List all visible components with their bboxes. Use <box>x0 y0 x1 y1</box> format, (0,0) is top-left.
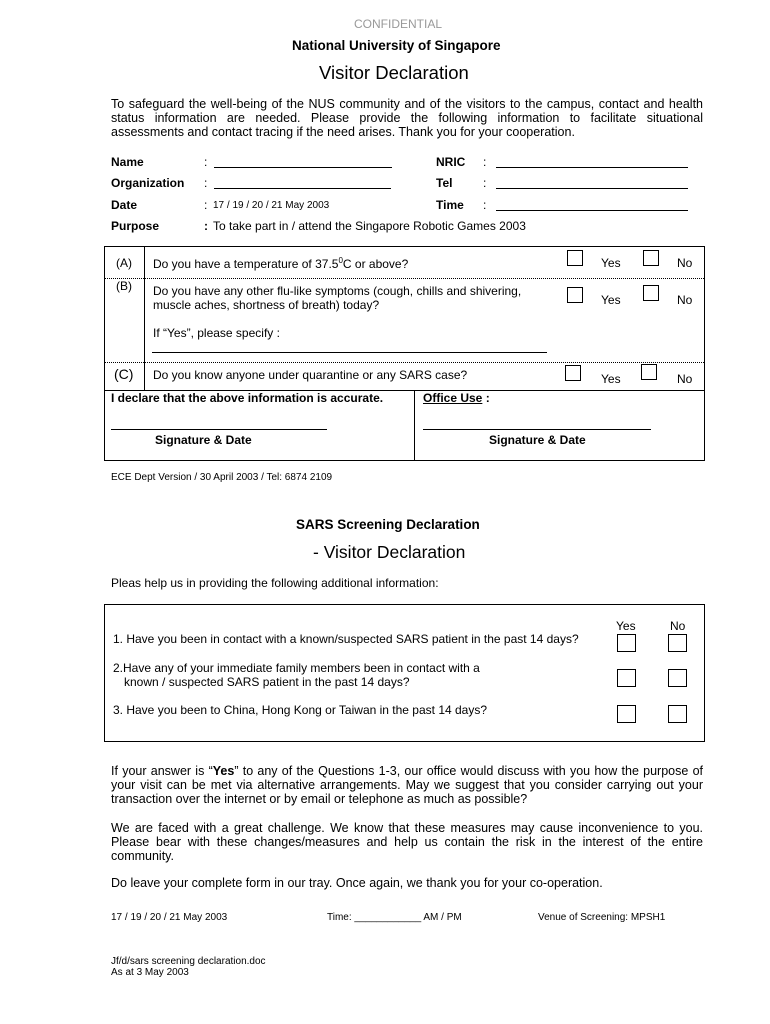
sars-q1-yes-checkbox[interactable] <box>617 634 636 652</box>
time-colon: : <box>483 198 487 212</box>
question-c-no-checkbox[interactable] <box>641 364 657 380</box>
nric-colon: : <box>483 155 487 169</box>
sars-question-2-line2: known / suspected SARS patient in the past 14 days? <box>124 675 410 689</box>
visitor-signature-field[interactable] <box>111 429 327 430</box>
date-value: 17 / 19 / 20 / 21 May 2003 <box>213 200 330 211</box>
question-c-no-label: No <box>677 372 693 386</box>
question-a-main: Do you have a temperature of 37.5 <box>153 257 339 271</box>
sars-q3-yes-checkbox[interactable] <box>617 705 636 723</box>
row-b-divider <box>105 362 704 363</box>
question-a-yes-checkbox[interactable] <box>567 250 583 266</box>
intro-paragraph: To safeguard the well-being of the NUS community and of the visitors to the campus, contact and health status information are needed. Please provide the following information to facilitate situational assessments and contact tracing if the need arises. Thank you for your cooperation. <box>111 97 703 139</box>
office-use-label <box>423 391 490 405</box>
time-field[interactable] <box>496 210 688 211</box>
question-a-no-checkbox[interactable] <box>643 250 659 266</box>
question-a-tail: C or above? <box>342 257 409 271</box>
declaration-text: I declare that the above information is accurate. <box>111 391 384 405</box>
question-b-specify-field[interactable] <box>152 352 547 353</box>
question-b-no-label: No <box>677 293 693 307</box>
question-a-no-label: No <box>677 256 693 270</box>
sars-heading: SARS Screening Declaration <box>296 517 480 532</box>
tel-field[interactable] <box>496 188 688 189</box>
sars-question-2-line1: 2.Have any of your immediate family members been in contact with a <box>113 661 480 675</box>
date-label: Date <box>111 198 138 212</box>
sars-p1-pre: If your answer is “ <box>111 764 213 778</box>
question-a-label: (A) <box>116 256 132 270</box>
office-signature-field[interactable] <box>423 429 651 430</box>
organization-label: Organization <box>111 176 185 190</box>
sars-paragraph-2: We are faced with a great challenge. We know that these measures may cause inconvenience to you. Please bear with these changes/measures and help us contain the risk in the interest of the entire community. <box>111 821 703 863</box>
sars-bottom-venue: Venue of Screening: MPSH1 <box>538 912 666 923</box>
sars-help-text: Pleas help us in providing the following additional information: <box>111 576 439 590</box>
question-c-text: Do you know anyone under quarantine or any SARS case? <box>153 368 468 382</box>
sars-question-3: 3. Have you been to China, Hong Kong or Taiwan in the past 14 days? <box>113 703 488 717</box>
office-signature-label: Signature & Date <box>489 433 586 447</box>
question-a-text <box>153 256 408 271</box>
question-a-yes-label: Yes <box>601 256 621 270</box>
sars-yes-header: Yes <box>616 619 636 633</box>
sars-bottom-time: Time: ____________ AM / PM <box>327 912 462 923</box>
sars-q2-yes-checkbox[interactable] <box>617 669 636 687</box>
health-box-divider <box>144 247 145 390</box>
name-colon: : <box>204 155 208 169</box>
question-b-text-line2: muscle aches, shortness of breath) today? <box>153 298 380 312</box>
tel-label: Tel <box>436 176 453 190</box>
sars-q2-no-checkbox[interactable] <box>668 669 687 687</box>
date-colon: : <box>204 198 208 212</box>
university-name: National University of Singapore <box>292 38 501 53</box>
sars-paragraph-1 <box>111 764 703 806</box>
nric-label: NRIC <box>436 155 466 169</box>
question-c-yes-checkbox[interactable] <box>565 365 581 381</box>
sars-no-header: No <box>670 619 686 633</box>
sars-p1-post: ” to any of the Questions 1-3, our office would discuss with you how the purpose of your visit can be met via alternative arrangements. May we suggest that you consider carrying out your transaction over the internet or by email or telephone as much as possible? <box>111 764 703 806</box>
question-a-superscript: 0 <box>338 256 343 265</box>
office-use-text: Office Use <box>423 391 483 405</box>
organization-field[interactable] <box>214 188 391 189</box>
sars-subtitle: - Visitor Declaration <box>313 542 466 562</box>
question-b-no-checkbox[interactable] <box>643 285 659 301</box>
question-c-yes-label: Yes <box>601 372 621 386</box>
purpose-colon: : <box>204 219 208 233</box>
question-b-specify-label: If “Yes”, please specify : <box>153 326 280 340</box>
sars-q3-no-checkbox[interactable] <box>668 705 687 723</box>
version-footer: ECE Dept Version / 30 April 2003 / Tel: 6874 2109 <box>111 472 333 483</box>
tel-colon: : <box>483 176 487 190</box>
office-use-colon: : <box>485 391 490 405</box>
confidential-label: CONFIDENTIAL <box>354 17 443 31</box>
office-use-divider <box>414 390 415 460</box>
purpose-label: Purpose <box>111 219 160 233</box>
question-b-yes-checkbox[interactable] <box>567 287 583 303</box>
doc-date: As at 3 May 2003 <box>111 967 189 978</box>
question-b-yes-label: Yes <box>601 293 621 307</box>
sars-p1-yes: Yes <box>212 764 235 778</box>
visitor-signature-label: Signature & Date <box>155 433 252 447</box>
sars-bottom-date: 17 / 19 / 20 / 21 May 2003 <box>111 912 228 923</box>
time-label: Time <box>436 198 464 212</box>
row-a-divider <box>105 278 704 279</box>
doc-path: Jf/d/sars screening declaration.doc <box>111 956 266 967</box>
page-title: Visitor Declaration <box>319 62 469 83</box>
organization-colon: : <box>204 176 208 190</box>
sars-question-1: 1. Have you been in contact with a known/suspected SARS patient in the past 14 days? <box>113 632 579 646</box>
name-label: Name <box>111 155 144 169</box>
sars-paragraph-3: Do leave your complete form in our tray. Once again, we thank you for your co-operation. <box>111 876 603 890</box>
sars-q1-no-checkbox[interactable] <box>668 634 687 652</box>
question-b-text-line1: Do you have any other flu-like symptoms (cough, chills and shivering, <box>153 284 522 298</box>
question-b-label: (B) <box>116 279 132 293</box>
nric-field[interactable] <box>496 167 688 168</box>
name-field[interactable] <box>214 167 392 168</box>
question-c-label: (C) <box>114 366 134 382</box>
purpose-value: To take part in / attend the Singapore Robotic Games 2003 <box>213 219 526 233</box>
